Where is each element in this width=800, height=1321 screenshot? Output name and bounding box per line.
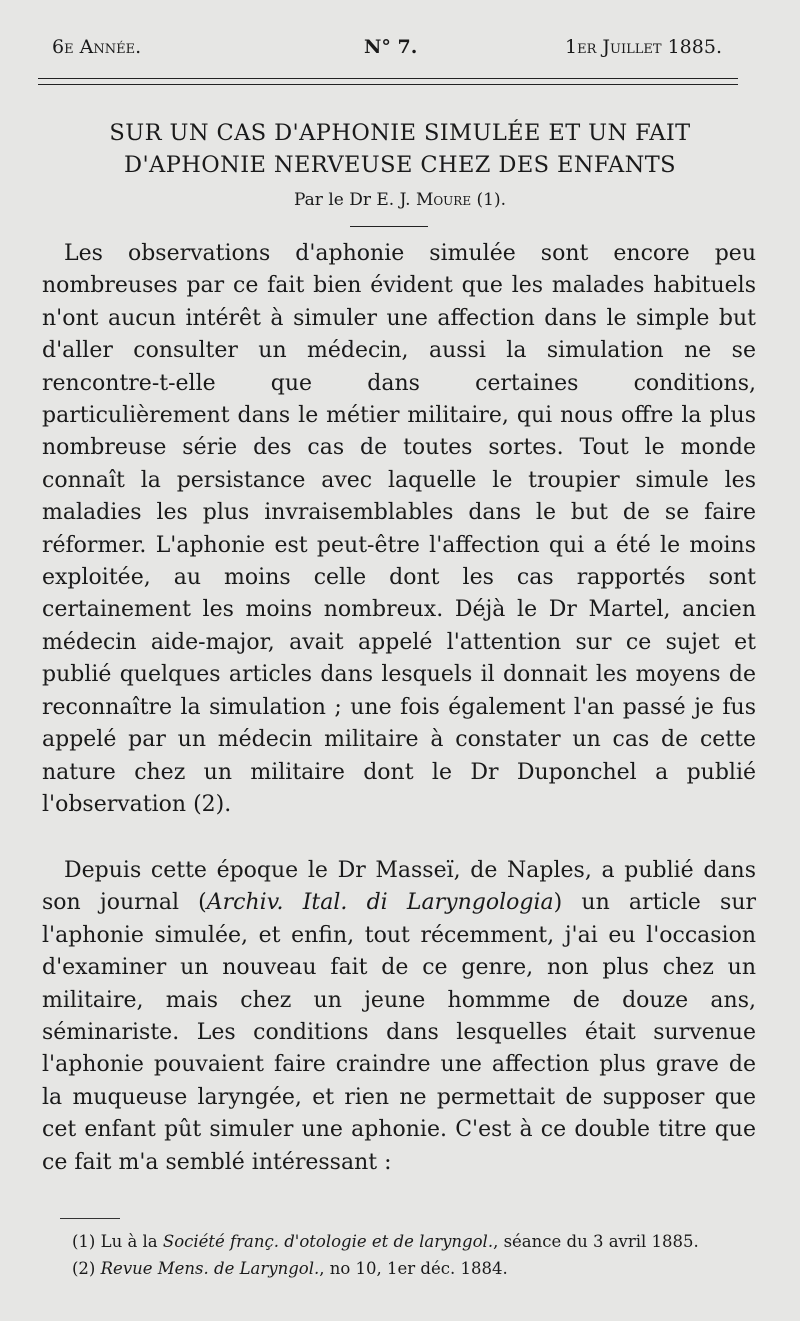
article-title-line-2: D'APHONIE NERVEUSE CHEZ DES ENFANTS <box>124 152 676 178</box>
header-date: 1er Juillet 1885. <box>565 36 722 58</box>
author-prefix: Par le Dr E. J. <box>294 190 411 210</box>
header-rule-top <box>38 78 738 79</box>
p2-text-end: ) un article sur l'aphonie simulée, et enfin, tout récemment, j'ai eu l'occasion d'examiner un nouveau fait de ce genre, non plus chez un militaire, mais chez un jeune hommme de douze ans, séminariste. Les conditions dans lesquelles était survenue l'aphonie pouvaient faire craindre une affection plus grave de la muqueuse laryngée, et rien ne permettait de supposer que cet enfant pût simuler une aphonie. C'est à ce double titre que ce fait m'a semblé intéressant : <box>42 890 756 1175</box>
author-line <box>0 190 800 210</box>
article-title-line-1: SUR UN CAS D'APHONIE SIMULÉE ET UN FAIT <box>109 120 691 146</box>
running-header <box>52 36 722 62</box>
body-paragraph-2 <box>42 855 756 1179</box>
fn1-journal-title: Société franç. d'otologie et de laryngol. <box>162 1232 494 1251</box>
author-name: Moure <box>415 190 472 210</box>
author-footnote-ref: (1). <box>471 190 506 210</box>
fn2-text-start: (2) <box>72 1259 101 1278</box>
title-separator-rule <box>350 226 428 227</box>
fn1-text-end: , séance du 3 avril 1885. <box>493 1232 699 1251</box>
fn2-journal-title: Revue Mens. de Laryngol. <box>100 1259 320 1278</box>
header-year: 6e Année. <box>52 36 142 58</box>
footnote-2 <box>72 1259 508 1278</box>
footnote-rule <box>60 1218 120 1219</box>
header-rule-bottom <box>38 84 738 85</box>
p2-journal-title: Archiv. Ital. di Laryngologia <box>206 890 554 916</box>
header-issue-number: N° 7. <box>364 36 418 58</box>
footnote-1 <box>72 1232 699 1251</box>
fn2-text-end: , no 10, 1er déc. 1884. <box>319 1259 508 1278</box>
fn1-text-start: (1) Lu à la <box>72 1232 163 1251</box>
p2-text-start: Depuis cette époque le Dr Masseï, de Naples, a publié dans son journal ( <box>42 858 756 916</box>
body-paragraph-1: Les observations d'aphonie simulée sont encore peu nombreuses par ce fait bien évident que les malades habituels n'ont aucun intérêt à simuler une affection dans le simple but d'aller consulter un médecin, aussi la simulation ne se rencontre-t-elle que dans certaines conditions, particulièrement dans le métier militaire, qui nous offre la plus nombreuse série des cas de toutes sortes. Tout le monde connaît la persistance avec laquelle le troupier simule les maladies les plus invraisemblables dans le but de se faire réformer. L'aphonie est peut-être l'affection qui a été le moins exploitée, au moins celle dont les cas rapportés sont certainement les moins nombreux. Déjà le Dr Martel, ancien médecin aide-major, avait appelé l'attention sur ce sujet et publié quelques articles dans lesquels il donnait les moyens de reconnaître la simulation ; une fois également l'an passé je fus appelé par un médecin militaire à constater un cas de cette nature chez un militaire dont le Dr Duponchel a publié l'observation (2). <box>42 241 756 817</box>
